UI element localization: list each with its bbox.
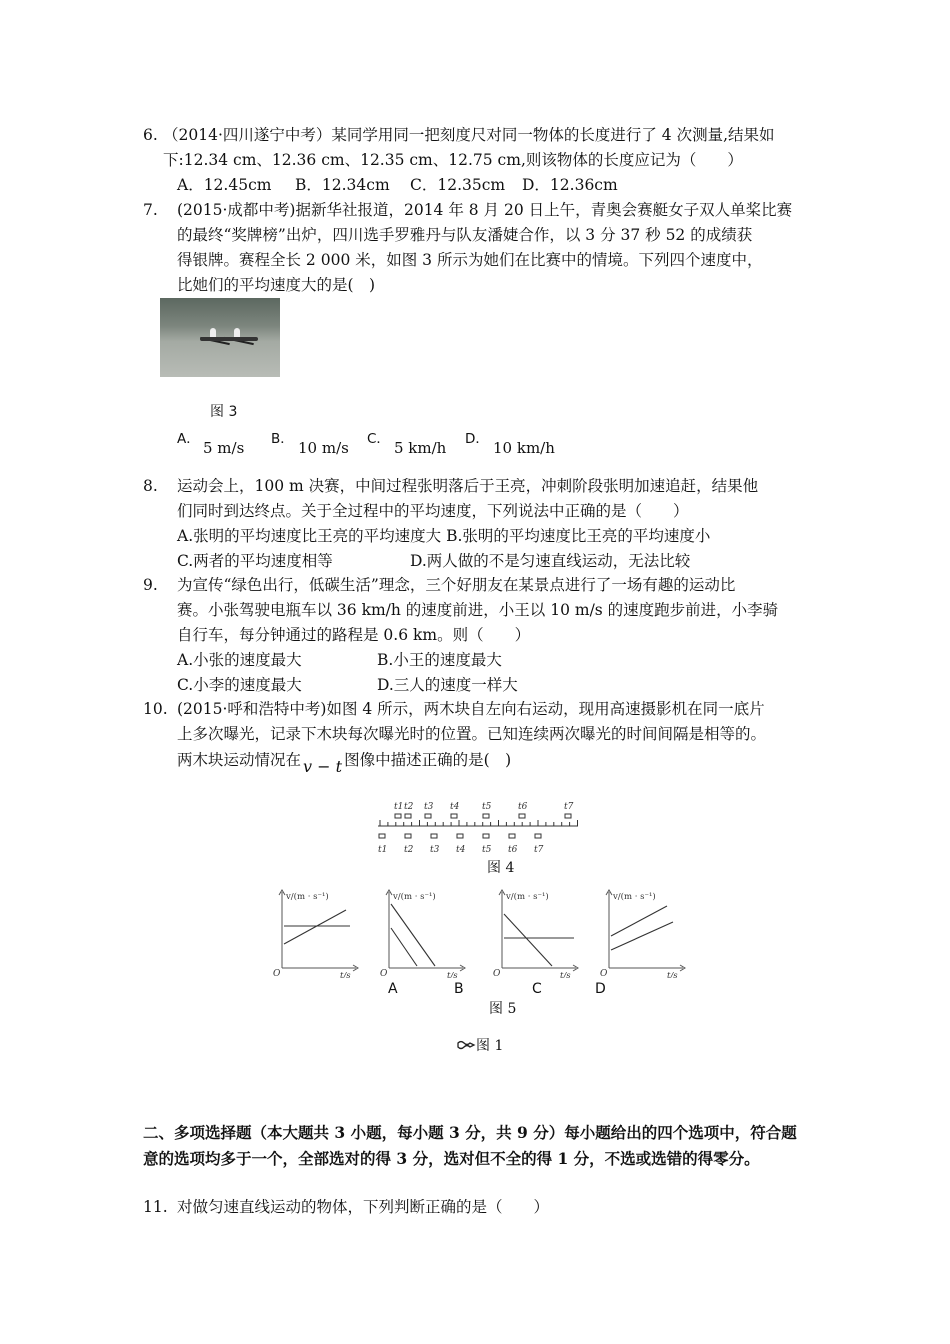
graph-a [270,886,360,978]
block-top [565,814,571,818]
question-10 [143,697,843,776]
option-b: B.张明的平均速度比王亮的平均速度小 [446,527,711,545]
x-axis-label: t/s [340,971,351,978]
question-text-line: （2014·四川遂宁中考）某同学用同一把刻度尺对同一物体的长度进行了 4 次测量,结果如 [163,126,775,144]
option-b: B．12.34cm [295,176,390,194]
time-label-top: t2 [404,802,414,812]
origin-label: O [380,969,388,978]
option-c: C.两者的平均速度相等 [177,552,333,570]
time-label-top: t6 [518,802,528,812]
graph-line [611,922,673,950]
figure-4-strip [372,796,592,860]
option-d-label: D． [465,431,489,447]
option-b-value: 10 m/s [298,439,349,457]
time-label-top: t5 [482,802,492,812]
block-bottom [535,834,541,838]
figure-5-caption: 图 5 [489,1001,517,1017]
time-label-top: t4 [450,802,460,812]
time-label-bottom: t4 [456,845,466,855]
question-text-line: 得银牌。赛程全长 2 000 米，如图 3 所示为她们在比赛中的情境。下列四个速度中， [177,251,763,269]
figure-1-caption: 图 1 [456,1035,503,1055]
time-label-top: t3 [424,802,434,812]
graph-letter-a: A [388,981,398,997]
y-axis-label: v/(m · s⁻¹) [506,892,549,902]
option-c-label: C． [367,431,390,447]
x-axis-label: t/s [560,971,571,978]
question-text-line: 的最终“奖牌榜”出炉，四川选手罗雅丹与队友潘婕合作，以 3 分 37 秒 52 的成绩获 [177,226,753,244]
question-number: 8. [143,477,158,495]
question-text-line: 对做匀速直线运动的物体，下列判断正确的是（ ） [177,1198,550,1216]
graph-c [490,886,582,978]
question-text-line: 下:12.34 cm、12.36 cm、12.35 cm、12.75 cm,则该物体的长度应记为（ ） [163,151,743,169]
option-b-label: B． [271,431,294,447]
time-label-bottom: t7 [534,845,544,855]
option-a: A.小张的速度最大 [177,651,302,669]
option-c: C.小李的速度最大 [177,676,302,694]
options-row [177,648,823,673]
x-axis-label: t/s [447,971,458,978]
question-text-line: 运动会上，100 m 决赛，中间过程张明落后于王亮，冲刺阶段张明加速追赶，结果他 [177,477,759,495]
block-bottom [509,834,515,838]
option-d: D.三人的速度一样大 [377,676,518,694]
question-text-line: 为宣传“绿色出行，低碳生活”理念，三个好朋友在某景点进行了一场有趣的运动比 [177,576,736,594]
graph-line [391,904,435,966]
anchor-icon [456,1039,476,1051]
time-label-bottom: t6 [508,845,518,855]
origin-label: O [600,969,608,978]
block-bottom [379,834,385,838]
question-number: 10. [143,700,168,718]
graph-line [504,914,552,966]
time-label-bottom: t2 [404,845,414,855]
option-d: D．12.36cm [522,176,618,194]
y-axis-label: v/(m · s⁻¹) [613,892,656,902]
graph-d [597,886,689,978]
block-top [483,814,489,818]
question-text-line: 上多次曝光，记录下木块每次曝光时的位置。已知连续两次曝光的时间间隔是相等的。 [177,725,767,743]
vt-symbol: v − t [303,757,343,776]
origin-label: O [273,969,281,978]
graph-letter-b: B [454,981,464,997]
option-b: B.小王的速度最大 [377,651,502,669]
time-label-bottom: t5 [482,845,492,855]
question-number: 9. [143,576,158,594]
graph-letter-d: D [595,981,606,997]
block-bottom [483,834,489,838]
options-row [177,524,823,549]
graph-line [611,906,667,936]
block-top [519,814,525,818]
options-row [177,549,823,574]
question-text-line: (2015·成都中考)据新华社报道，2014 年 8 月 20 日上午，青奥会赛艇女子双人单桨比赛 [177,201,793,219]
graph-letter-c: C [532,981,542,997]
question-11 [143,1195,823,1220]
options-row [177,173,823,198]
graph-line [391,928,417,966]
time-label-top: t7 [564,802,574,812]
options-row [177,673,823,698]
graph-line [284,910,346,944]
question-text-line: 们同时到达终点。关于全过程中的平均速度，下列说法中正确的是（ ） [177,502,689,520]
rowing-photo [160,298,280,377]
question-text-line: 两木块运动情况在 v − t 图像中描述正确的是( ) [177,747,843,773]
question-text-line: 赛。小张驾驶电瓶车以 36 km/h 的速度前进，小王以 10 m/s 的速度跑步前进，小李骑 [177,601,779,619]
question-9 [143,573,823,698]
time-label-bottom: t1 [378,845,388,855]
block-top [425,814,431,818]
question-text-line: (2015·呼和浩特中考)如图 4 所示，两木块自左向右运动，现用高速摄影机在同一底片 [177,700,765,718]
option-a-label: A． [177,431,200,447]
graph-b [377,886,467,978]
block-top [451,814,457,818]
option-c-value: 5 km/h [394,439,447,457]
x-axis-label: t/s [667,971,678,978]
option-a-value: 5 m/s [203,439,245,457]
block-bottom [405,834,411,838]
section-2-heading: 二、多项选择题（本大题共 3 小题，每小题 3 分，共 9 分）每小题给出的四个选项中，符合题意的选项均多于一个，全部选对的得 3 分，选对但不全的得 1 分，不选或选错的得零分。 [143,1123,797,1168]
question-6 [143,123,823,198]
speed-options [175,424,575,464]
question-7 [143,198,823,298]
question-number: 7. [143,201,158,219]
block-top [405,814,411,818]
block-top [395,814,401,818]
origin-label: O [493,969,501,978]
question-number: 11. [143,1198,168,1216]
y-axis-label: v/(m · s⁻¹) [286,892,329,902]
time-label-top: t1 [394,802,404,812]
question-number: 6. [143,126,158,144]
block-bottom [457,834,463,838]
figure-3-caption: 图 3 [210,404,238,420]
option-a: A．12.45cm [177,176,272,194]
option-d: D.两人做的不是匀速直线运动，无法比较 [410,552,691,570]
question-text-line: 比她们的平均速度大的是( ) [177,276,376,294]
block-bottom [431,834,437,838]
option-a: A.张明的平均速度比王亮的平均速度大 [177,527,442,545]
option-c: C．12.35cm [410,176,506,194]
figure-4-caption: 图 4 [487,860,515,876]
y-axis-label: v/(m · s⁻¹) [393,892,436,902]
option-d-value: 10 km/h [493,439,555,457]
question-8 [143,474,823,574]
time-label-bottom: t3 [430,845,440,855]
question-text-line: 自行车，每分钟通过的路程是 0.6 km。则（ ） [177,626,531,644]
